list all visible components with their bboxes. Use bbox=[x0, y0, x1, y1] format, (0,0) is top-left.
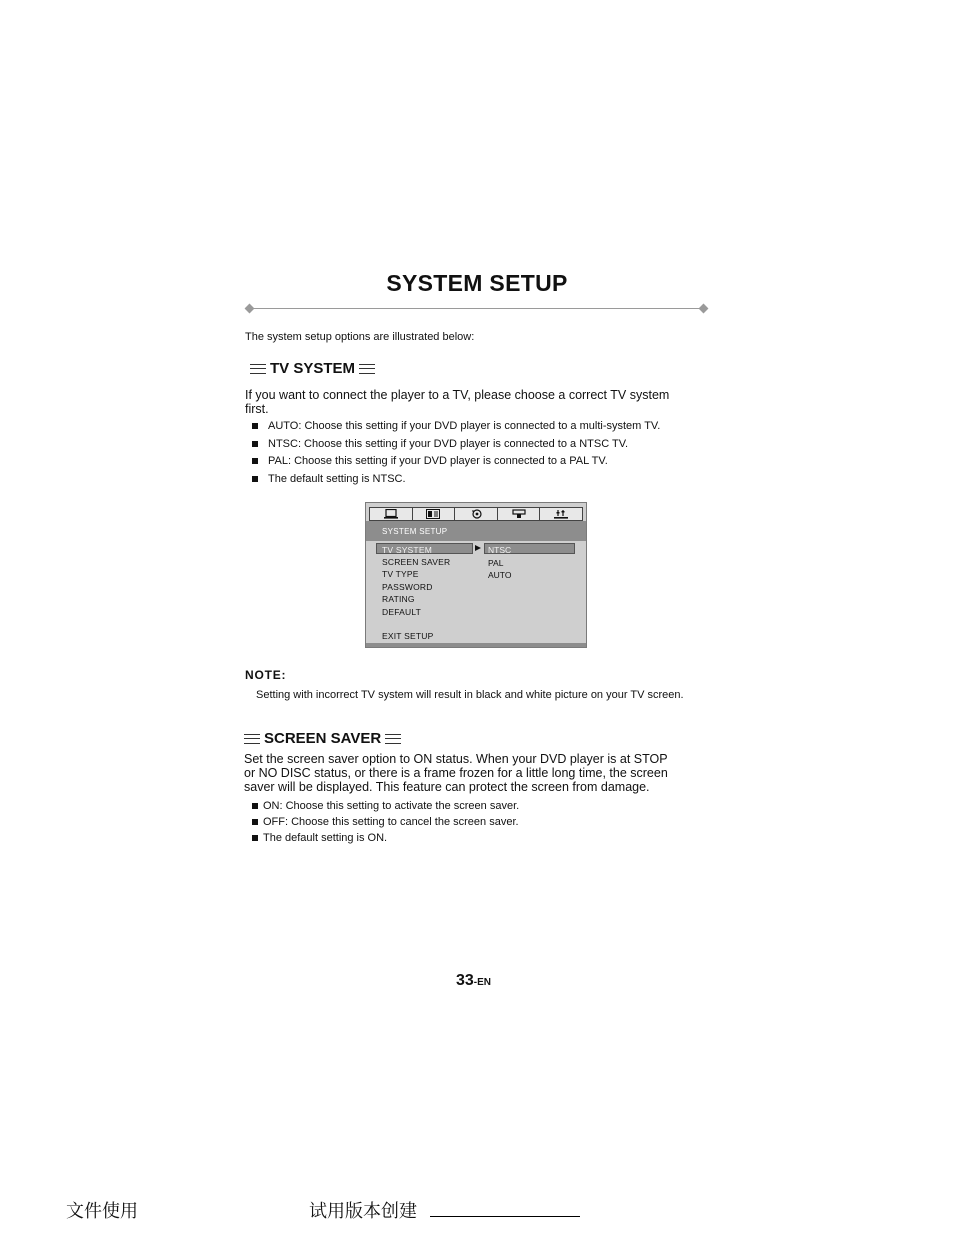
screen-saver-paragraph-line: or NO DISC status, or there is a frame frozen for a little long time, the screen bbox=[244, 766, 668, 780]
screen-saver-paragraph bbox=[244, 752, 668, 794]
list-item: The default setting is NTSC. bbox=[245, 473, 660, 491]
osd-option: NTSC bbox=[488, 545, 512, 555]
screen-saver-heading-text: SCREEN SAVER bbox=[264, 730, 382, 747]
osd-menu-item: DEFAULT bbox=[382, 607, 422, 617]
tv-system-bullets bbox=[245, 420, 660, 490]
tv-system-paragraph bbox=[245, 388, 669, 416]
page-number bbox=[456, 972, 491, 990]
tv-system-heading bbox=[250, 360, 375, 377]
note-label: NOTE: bbox=[245, 668, 287, 682]
list-item: ON: Choose this setting to activate the screen saver. bbox=[245, 800, 519, 816]
list-item: OFF: Choose this setting to cancel the screen saver. bbox=[245, 816, 519, 832]
note-text: Setting with incorrect TV system will result in black and white picture on your TV screen. bbox=[256, 689, 684, 701]
triangle-right-icon bbox=[475, 545, 481, 551]
osd-tab-video bbox=[498, 508, 541, 520]
list-item: The default setting is ON. bbox=[245, 832, 519, 848]
osd-menu-item: RATING bbox=[382, 594, 415, 604]
osd-menu-item: TV SYSTEM bbox=[382, 545, 432, 555]
lines-icon bbox=[385, 734, 401, 744]
page-number-suffix: -EN bbox=[473, 977, 492, 988]
osd-tab-equalizer bbox=[540, 508, 582, 520]
screen-saver-paragraph-line: saver will be displayed. This feature can protect the screen from damage. bbox=[244, 780, 650, 794]
rule-right-diamond bbox=[699, 304, 709, 314]
osd-menu-illustration bbox=[365, 502, 587, 648]
osd-option: PAL bbox=[488, 558, 504, 568]
osd-tab-speaker bbox=[413, 508, 456, 520]
monitor-icon bbox=[384, 509, 398, 519]
osd-option: AUTO bbox=[488, 570, 512, 580]
equalizer-icon bbox=[554, 509, 568, 519]
screen-saver-heading bbox=[244, 730, 401, 747]
lines-icon bbox=[359, 364, 375, 374]
osd-tab-dolby bbox=[455, 508, 498, 520]
osd-menu-item: SCREEN SAVER bbox=[382, 557, 451, 567]
tv-system-paragraph-line: first. bbox=[245, 402, 269, 416]
osd-menu-item: EXIT SETUP bbox=[382, 631, 434, 641]
osd-tab-monitor bbox=[370, 508, 413, 520]
tv-system-paragraph-line: If you want to connect the player to a TV, please choose a correct TV system bbox=[245, 388, 670, 402]
video-camera-icon bbox=[512, 509, 526, 519]
list-item: NTSC: Choose this setting if your DVD player is connected to a NTSC TV. bbox=[245, 438, 660, 456]
screen-saver-paragraph-line: Set the screen saver option to ON status. When your DVD player is at STOP bbox=[244, 752, 668, 766]
screen-saver-bullets bbox=[245, 800, 519, 848]
dolby-icon bbox=[469, 509, 483, 519]
title-divider bbox=[250, 308, 705, 309]
footer-left-text: 文件使用 bbox=[66, 1201, 138, 1222]
osd-menu-item: TV TYPE bbox=[382, 569, 419, 579]
intro-text: The system setup options are illustrated below: bbox=[245, 331, 475, 343]
footer-right-text: 试用版本创建 bbox=[309, 1201, 417, 1222]
footer-underline bbox=[430, 1216, 580, 1217]
list-item: AUTO: Choose this setting if your DVD player is connected to a multi-system TV. bbox=[245, 420, 660, 438]
page-number-value: 33 bbox=[456, 972, 474, 989]
osd-menu-item: PASSWORD bbox=[382, 582, 433, 592]
osd-header-text: SYSTEM SETUP bbox=[382, 527, 448, 536]
speaker-card-icon bbox=[426, 509, 440, 519]
lines-icon bbox=[244, 734, 260, 744]
tv-system-heading-text: TV SYSTEM bbox=[270, 360, 356, 377]
list-item: PAL: Choose this setting if your DVD player is connected to a PAL TV. bbox=[245, 455, 660, 473]
osd-tab-bar bbox=[369, 507, 583, 521]
lines-icon bbox=[250, 364, 266, 374]
page-title: SYSTEM SETUP bbox=[386, 270, 568, 296]
osd-bottom-bar bbox=[366, 643, 586, 647]
